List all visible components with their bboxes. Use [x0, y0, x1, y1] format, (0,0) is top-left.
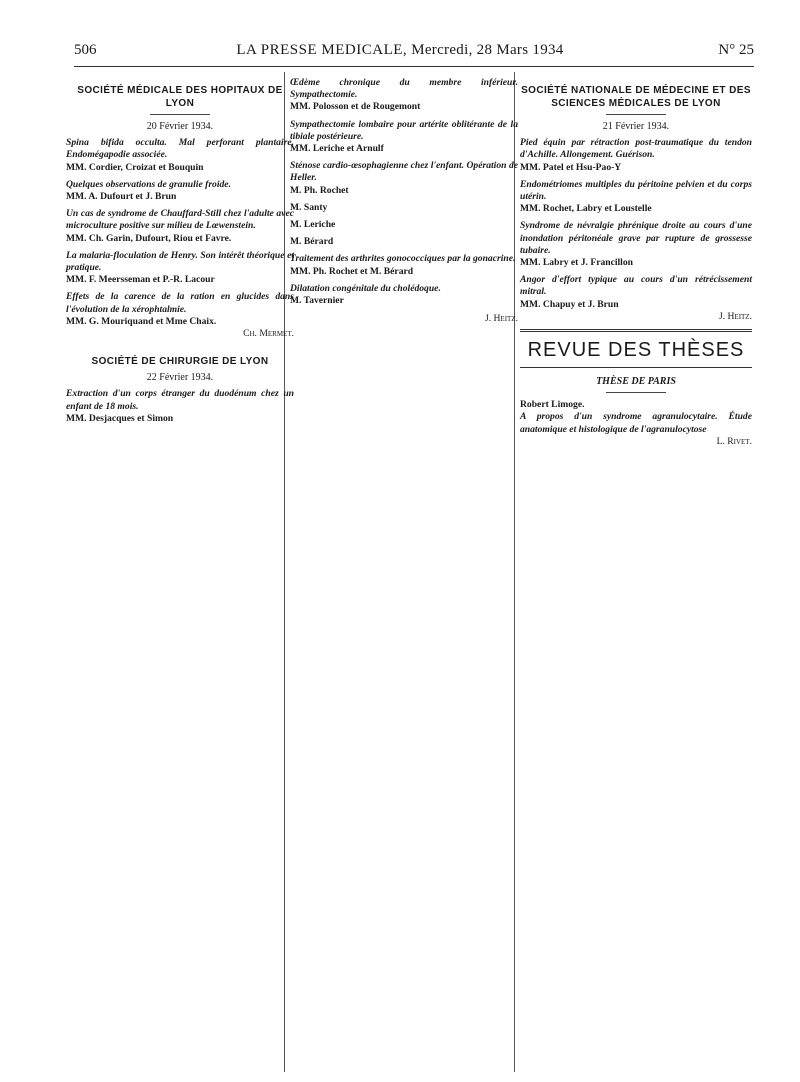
article-authors: MM. F. Meersseman et P.-R. Lacour — [66, 274, 215, 286]
section-title: SOCIÉTÉ DE CHIRURGIE DE LYON — [91, 356, 269, 368]
article-title: Œdème chronique du membre inférieur. Sympathectomie. — [290, 77, 518, 101]
column-3 — [520, 72, 752, 453]
article-authors: M. Ph. Rochet — [290, 184, 349, 196]
section-title: SOCIÉTÉ NATIONALE DE MÉDECINE ET DES SCIENCES MÉDICALES DE LYON — [521, 85, 751, 109]
section-divider — [606, 392, 666, 393]
article-authors: MM. A. Dufourt et J. Brun — [66, 191, 177, 203]
article — [520, 179, 752, 216]
article — [290, 236, 518, 248]
article-authors: MM. G. Mouriquand et Mme Chaix. — [66, 315, 217, 327]
article-title: Spina bifida occulta. Mal perforant plantaire. Endomégapodie associée. — [66, 137, 294, 161]
article-authors: M. Tavernier — [290, 295, 344, 307]
article — [520, 399, 752, 448]
article-title: A propos d'un syndrome agranulocytaire. Étude anatomique et histologique de l'agranulocytose — [520, 411, 752, 435]
page-number: 506 — [74, 42, 97, 58]
article-authors: M. Santy — [290, 201, 328, 213]
article-title: Un cas de syndrome de Chauffard-Still chez l'adulte avec microculture positive sur milieu de Lœwenstein. — [66, 208, 294, 232]
article-signature: J. Heitz. — [718, 310, 752, 322]
article-authors: MM. Polosson et de Rougemont — [290, 101, 421, 113]
article — [66, 179, 294, 203]
article — [66, 250, 294, 287]
revue-title: REVUE DES THÈSES — [527, 339, 745, 362]
article — [66, 388, 294, 425]
article-title: Effets de la carence de la ration en glucides dans l'évolution de la xérophtalmie. — [66, 291, 294, 315]
article-title: Pied équin par rétraction post-traumatique du tendon d'Achille. Allongement. Guérison. — [520, 137, 752, 161]
issue-date: Mercredi, 28 Mars 1934 — [411, 42, 564, 58]
article-title: Syndrome de névralgie phrénique droite au cours d'une inondation péritonéale grave par rupture de grossesse tubaire. — [520, 220, 752, 256]
section-divider — [606, 114, 666, 115]
article-title: Angor d'effort typique au cours d'un rétrécissement mitral. — [520, 274, 752, 298]
article-title: La malaria-floculation de Henry. Son intérêt théorique et pratique. — [66, 249, 294, 274]
journal-title: LA PRESSE MEDICALE, — [236, 42, 408, 58]
article-authors: MM. Desjacques et Simon — [66, 412, 174, 424]
article-title: Quelques observations de granulie froide. — [66, 178, 231, 190]
issue-number: N° 25 — [718, 42, 754, 58]
article-authors: M. Leriche — [290, 219, 336, 231]
article — [66, 208, 294, 245]
article — [290, 219, 518, 231]
article-authors: MM. Ph. Rochet et M. Bérard — [290, 265, 414, 277]
article-authors: MM. Cordier, Croizat et Bouquin — [66, 161, 204, 173]
article-title: Endométriomes multiples du péritoine pelvien et du corps utérin. — [520, 178, 752, 203]
article — [290, 160, 518, 197]
article-title: Sténose cardio-œsophagienne chez l'enfant. Opération de Heller. — [290, 160, 518, 184]
article — [66, 137, 294, 174]
column-2 — [290, 72, 518, 330]
article — [290, 119, 518, 156]
article — [520, 137, 752, 174]
article-authors: MM. Rochet, Labry et Loustelle — [520, 203, 652, 215]
journal-heading — [0, 42, 800, 59]
article-signature: L. Rivet. — [716, 435, 752, 447]
article-authors: Robert Limoge. — [520, 399, 585, 411]
article-title: Extraction d'un corps étranger du duodénum chez un enfant de 18 mois. — [66, 388, 294, 412]
article — [290, 77, 518, 114]
article-authors: MM. Ch. Garin, Dufourt, Riou et Favre. — [66, 232, 232, 244]
article-signature: Ch. Mermet. — [243, 328, 294, 340]
article-authors: MM. Patel et Hsu-Pao-Y — [520, 161, 622, 173]
article — [290, 283, 518, 326]
column-1 — [66, 72, 294, 430]
article — [290, 253, 518, 277]
article — [66, 291, 294, 340]
article-signature: J. Heitz. — [484, 313, 518, 325]
article-title: Dilatation congénitale du cholédoque. — [290, 282, 441, 294]
section-date: 22 Février 1934. — [146, 372, 214, 384]
article-authors: MM. Leriche et Arnulf — [290, 143, 384, 155]
article — [290, 202, 518, 214]
article-authors: MM. Chapuy et J. Brun — [520, 298, 619, 310]
header-rule — [74, 66, 754, 67]
revue-banner — [520, 329, 752, 368]
section-divider — [150, 114, 210, 115]
revue-subhead: THÈSE DE PARIS — [596, 376, 676, 388]
section-date: 21 Février 1934. — [602, 121, 670, 132]
article-title: Sympathectomie lombaire pour artérite oblitérante de la tibiale postérieure. — [290, 118, 518, 142]
article — [520, 274, 752, 323]
section-title: SOCIÉTÉ MÉDICALE DES HOPITAUX DE LYON — [77, 85, 283, 109]
article-authors: M. Bérard — [290, 236, 334, 248]
article — [520, 220, 752, 269]
article-title: Traitement des arthrites gonococciques par la gonacrine. — [290, 253, 516, 265]
article-authors: MM. Labry et J. Francillon — [520, 257, 633, 269]
section-date: 20 Février 1934. — [146, 121, 214, 132]
